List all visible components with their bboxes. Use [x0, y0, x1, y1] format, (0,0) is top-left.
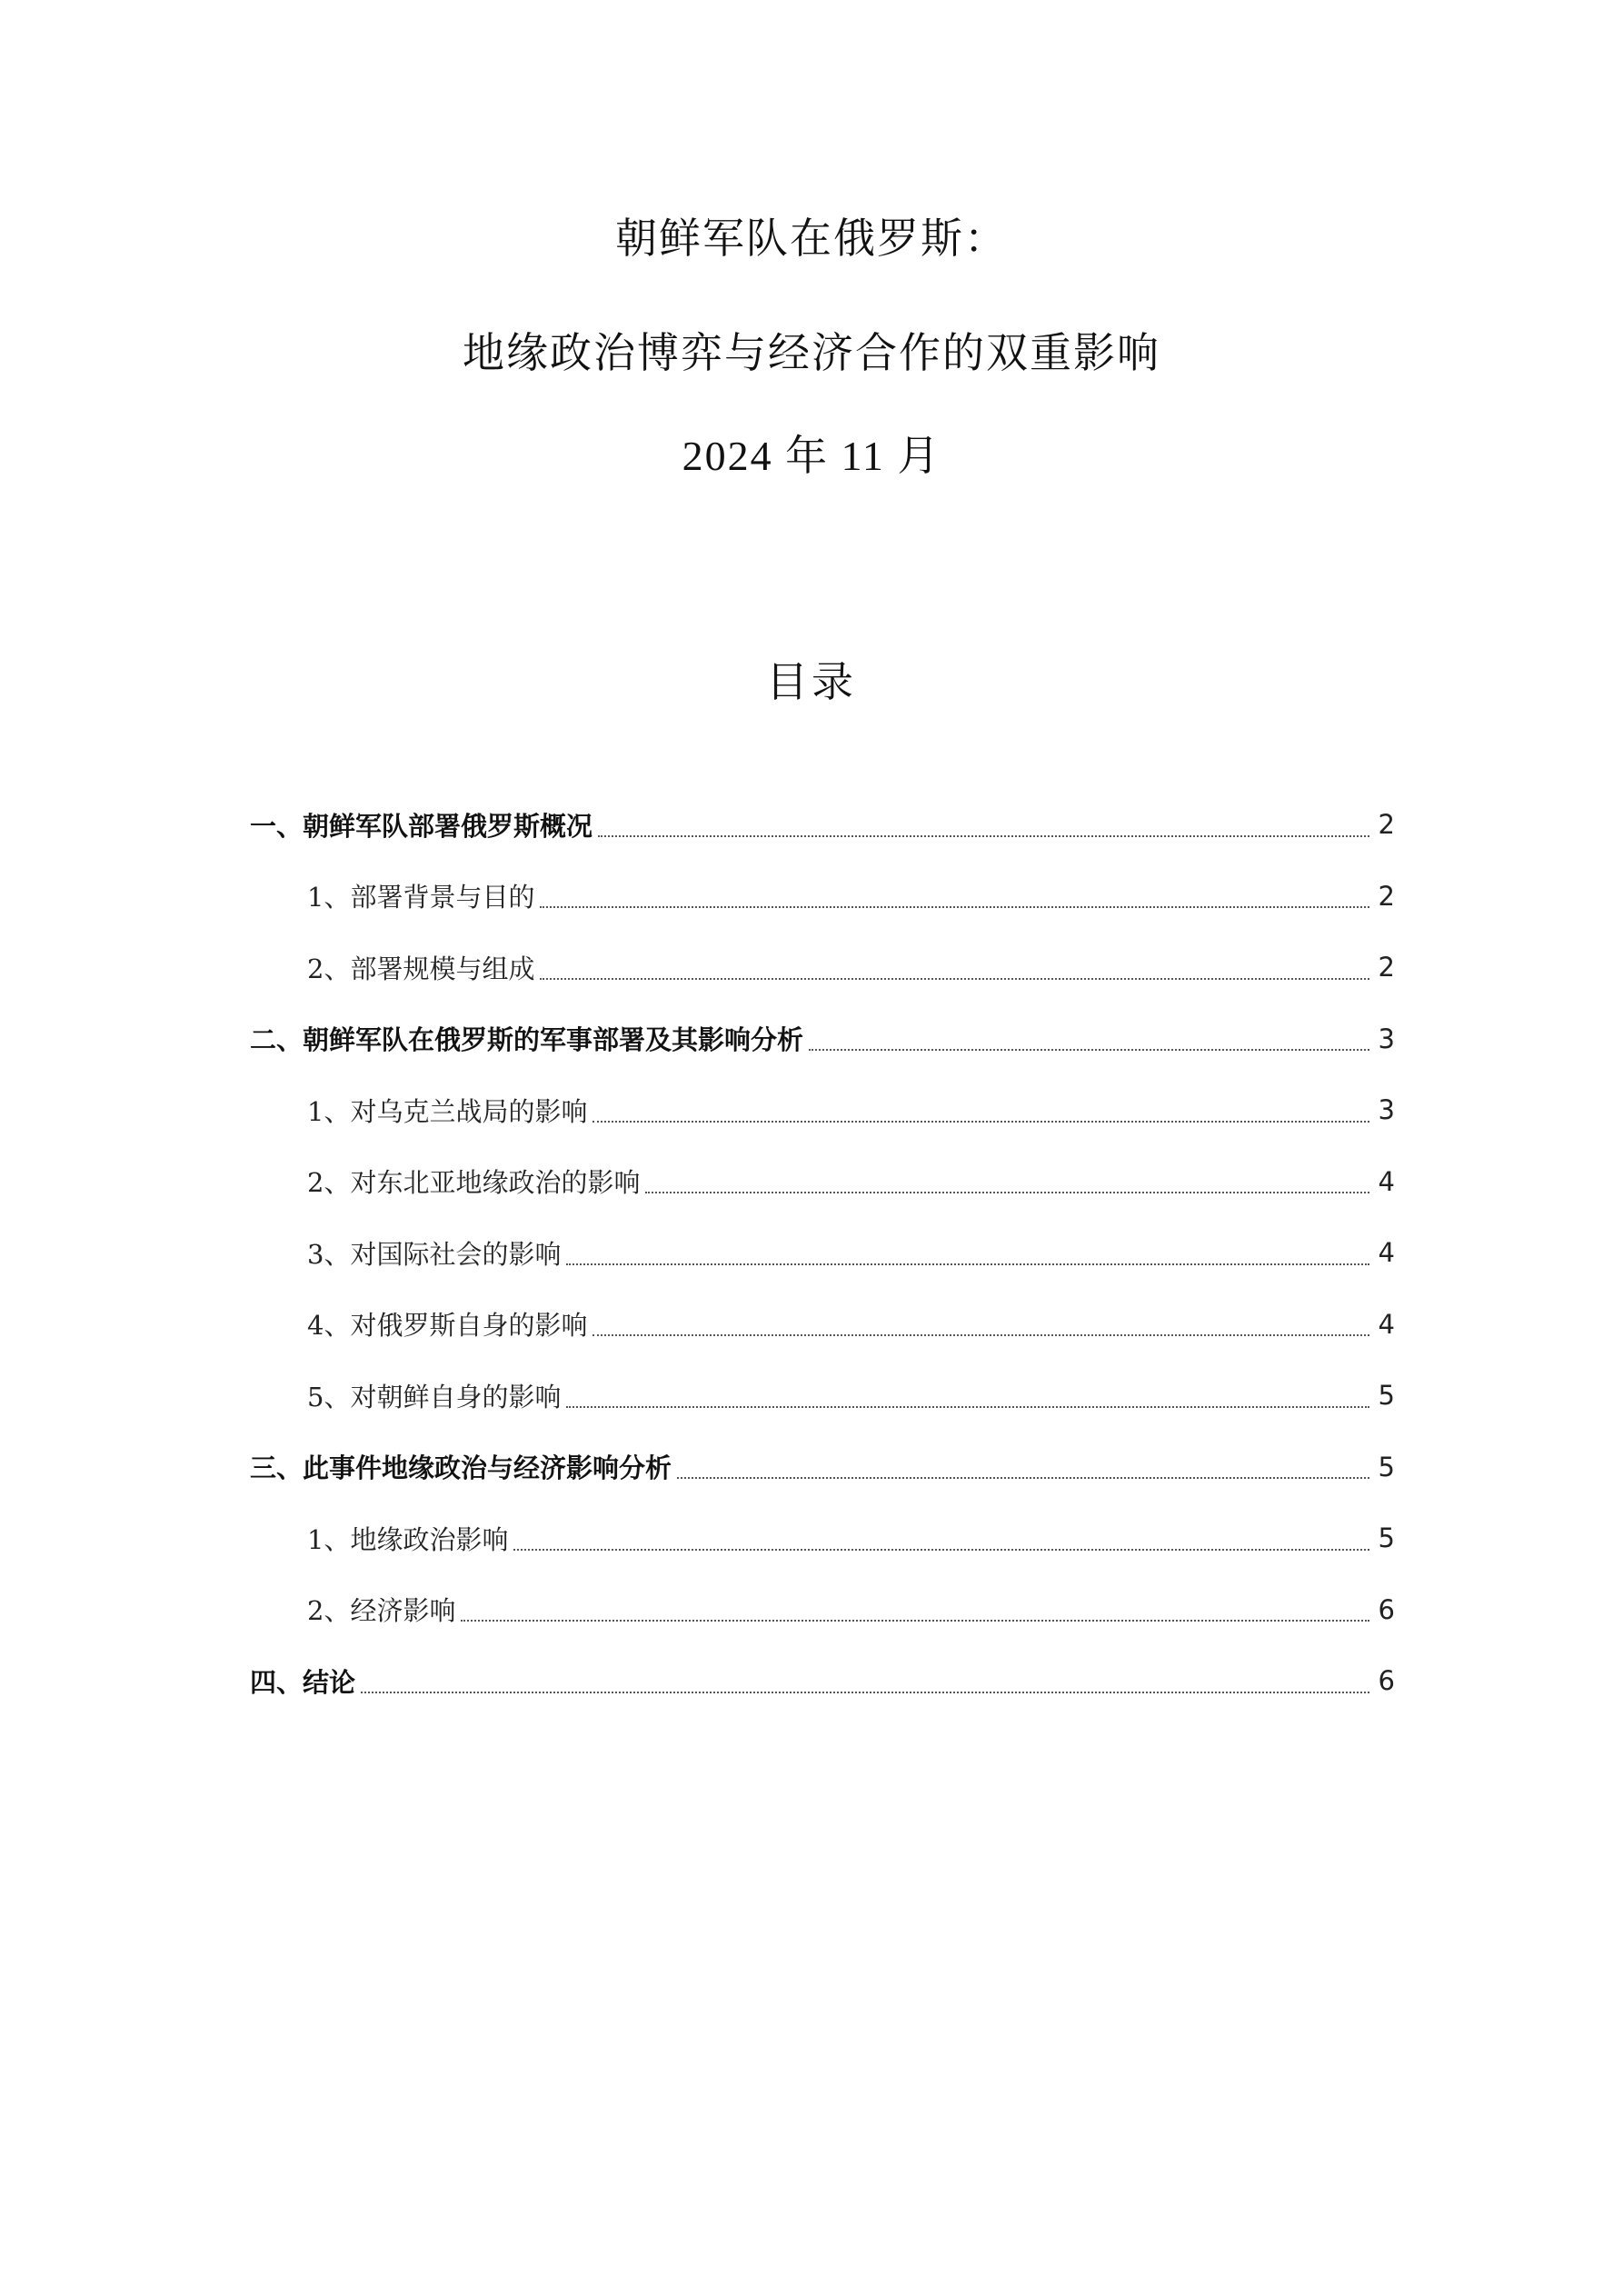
toc-entry-text: 1、对乌克兰战局的影响 — [307, 1095, 588, 1127]
toc-page-number: 2 — [1378, 880, 1395, 912]
toc-entry[interactable] — [250, 1003, 1395, 1075]
toc-leader-dots — [513, 1548, 1369, 1551]
toc-entry-text: 5、对朝鲜自身的影响 — [307, 1381, 562, 1413]
toc-leader-dots — [677, 1476, 1369, 1479]
toc-page-number: 6 — [1378, 1665, 1395, 1697]
toc-leader-dots — [540, 977, 1369, 980]
title-line-1: 朝鲜军队在俄罗斯： — [615, 214, 1008, 263]
toc-entry[interactable] — [250, 1432, 1395, 1503]
toc-page-number: 6 — [1378, 1593, 1395, 1625]
table-of-contents — [250, 789, 1395, 1717]
toc-page-number: 3 — [1378, 1094, 1395, 1126]
toc-entry-text: 一、朝鲜军队部署俄罗斯概况 — [250, 810, 593, 842]
toc-entry[interactable] — [250, 1502, 1395, 1574]
toc-leader-dots — [566, 1405, 1369, 1408]
toc-entry-text: 2、部署规模与组成 — [307, 953, 535, 984]
toc-leader-dots — [592, 1333, 1369, 1336]
toc-leader-dots — [598, 834, 1369, 837]
toc-entry[interactable] — [250, 1289, 1395, 1361]
toc-entry[interactable] — [250, 932, 1395, 1003]
toc-page-number: 4 — [1378, 1308, 1395, 1340]
toc-heading: 目录 — [766, 657, 857, 706]
toc-entry-text: 3、对国际社会的影响 — [307, 1238, 562, 1270]
toc-page-number: 5 — [1378, 1380, 1395, 1412]
toc-page-number: 5 — [1378, 1522, 1395, 1554]
toc-page-number: 3 — [1378, 1023, 1395, 1054]
toc-page-number: 5 — [1378, 1451, 1395, 1482]
toc-entry-text: 三、此事件地缘政治与经济影响分析 — [250, 1452, 672, 1484]
toc-entry[interactable] — [250, 861, 1395, 933]
toc-page-number: 4 — [1378, 1237, 1395, 1269]
toc-page-number: 2 — [1378, 809, 1395, 841]
toc-entry-text: 1、部署背景与目的 — [307, 882, 535, 913]
toc-leader-dots — [809, 1048, 1369, 1051]
toc-entry-text: 1、地缘政治影响 — [307, 1523, 509, 1555]
toc-entry[interactable] — [250, 789, 1395, 861]
toc-entry[interactable] — [250, 1074, 1395, 1146]
title-line-2: 地缘政治博弈与经济合作的双重影响 — [463, 328, 1160, 377]
toc-entry-text: 4、对俄罗斯自身的影响 — [307, 1310, 588, 1342]
toc-entry[interactable] — [250, 1146, 1395, 1218]
toc-entry-text: 2、经济影响 — [307, 1595, 456, 1627]
document-date: 2024 年 11 月 — [682, 433, 941, 479]
toc-entry-text: 2、对东北亚地缘政治的影响 — [307, 1167, 641, 1199]
toc-leader-dots — [361, 1691, 1369, 1693]
toc-entry[interactable] — [250, 1574, 1395, 1646]
toc-leader-dots — [540, 905, 1369, 908]
toc-leader-dots — [461, 1619, 1369, 1622]
toc-entry-text: 四、结论 — [250, 1666, 356, 1698]
toc-page-number: 4 — [1378, 1165, 1395, 1197]
toc-entry-text: 二、朝鲜军队在俄罗斯的军事部署及其影响分析 — [250, 1024, 804, 1056]
toc-entry[interactable] — [250, 1645, 1395, 1717]
toc-entry[interactable] — [250, 1217, 1395, 1289]
toc-leader-dots — [645, 1191, 1369, 1193]
toc-leader-dots — [566, 1263, 1369, 1265]
toc-page-number: 2 — [1378, 952, 1395, 983]
toc-entry[interactable] — [250, 1360, 1395, 1432]
toc-leader-dots — [592, 1120, 1369, 1123]
